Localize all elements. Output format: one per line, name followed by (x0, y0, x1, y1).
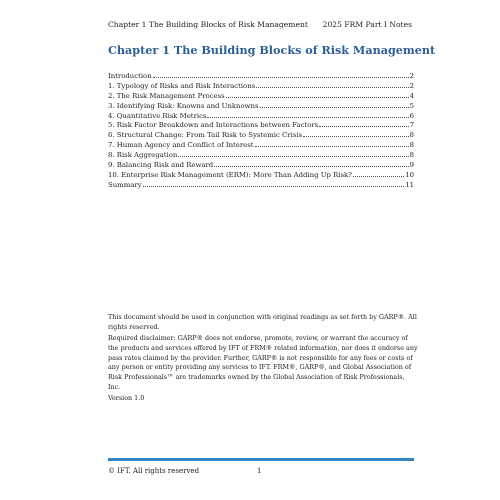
toc-entry-page: 11 (405, 180, 414, 189)
toc-leader-dots (260, 101, 409, 108)
toc-entry-page: 2 (409, 72, 414, 80)
toc-entry[interactable] (108, 140, 414, 150)
toc-leader-dots (153, 71, 409, 78)
toc-entry-page: 9 (409, 161, 414, 170)
toc-entry[interactable] (108, 150, 414, 160)
toc-entry-label: 10. Enterprise Risk Management (ERM): More Than Adding Up Risk? (108, 170, 352, 179)
toc-leader-dots (143, 180, 405, 187)
toc-entry-label: 1. Typology of Risks and Risk Interactions (108, 81, 256, 90)
disclaimer-note: Required disclaimer: GARP® does not endorse, promote, review, or warrant the accuracy of the products and services offered by IFT of FRM® related information, nor does it endorse any pass rates claimed by the provider. Further, GARP® is not responsible for any fees or costs of any person or entity providing any services to IFT. FRM®, GARP®, and Global Association of Risk Professionals™ are trademarks owned by the Global Association of Risk Professionals, Inc. (108, 334, 418, 391)
toc-entry-label: 5. Risk Factor Breakdown and Interactions between Factors (108, 121, 319, 130)
toc-entry[interactable] (108, 130, 414, 140)
toc-entry-page: 2 (409, 81, 414, 90)
toc-entry[interactable] (108, 120, 414, 130)
toc-entry-page: 6 (409, 111, 414, 120)
usage-note: This document should be used in conjunction with original readings as set forth by GARP®. All rights reserved. (108, 313, 417, 331)
toc-entry-label: 8. Risk Aggregation (108, 151, 178, 160)
toc-leader-dots (178, 150, 408, 157)
toc-entry-page: 4 (409, 91, 414, 100)
toc-entry[interactable] (108, 180, 414, 190)
toc-entry-label: 9. Balancing Risk and Reward (108, 161, 214, 170)
toc-entry[interactable] (108, 170, 414, 180)
toc-entry-label: 7. Human Agency and Conflict of Interest (108, 141, 254, 150)
toc-entry-page: 7 (409, 121, 414, 130)
toc-entry[interactable] (108, 81, 414, 91)
toc-entry-page: 8 (409, 151, 414, 160)
toc-entry[interactable] (108, 160, 414, 170)
toc-entry-label: Summary (108, 180, 142, 189)
toc-leader-dots (255, 140, 409, 147)
toc-entry-page: 8 (409, 141, 414, 150)
toc-entry-label: 3. Identifying Risk: Knowns and Unknowns (108, 101, 259, 110)
toc-leader-dots (214, 160, 408, 167)
version-label: Version 1.0 (108, 394, 145, 402)
toc-leader-dots (353, 170, 404, 177)
toc-entry-label: 4. Quantitative Risk Metrics (108, 111, 207, 120)
footer-page-number: 1 (257, 467, 262, 475)
toc-entry-page: 10 (405, 170, 414, 179)
toc-entry[interactable] (108, 111, 414, 121)
toc-leader-dots (207, 111, 408, 118)
toc-entry[interactable] (108, 101, 414, 111)
toc-entry-label: Introduction (108, 72, 152, 80)
toc-entry[interactable] (108, 71, 414, 81)
table-of-contents (108, 71, 414, 190)
toc-leader-dots (226, 91, 409, 98)
toc-entry-page: 5 (409, 101, 414, 110)
toc-entry-page: 8 (409, 131, 414, 140)
toc-entry-label: 6. Structural Change: From Tail Risk to Systemic Crisis (108, 131, 303, 140)
footer-copyright: © IFT. All rights reserved (108, 467, 200, 475)
toc-leader-dots (256, 81, 408, 88)
chapter-title: Chapter 1 The Building Blocks of Risk Management (108, 43, 436, 57)
toc-leader-dots (303, 130, 409, 137)
toc-leader-dots (319, 120, 408, 127)
toc-entry-label: 2. The Risk Management Process (108, 91, 225, 100)
footer-rule (108, 458, 414, 461)
toc-entry[interactable] (108, 91, 414, 101)
running-header-right: 2025 FRM Part I Notes (322, 20, 412, 29)
running-header-left: Chapter 1 The Building Blocks of Risk Management (108, 20, 308, 29)
